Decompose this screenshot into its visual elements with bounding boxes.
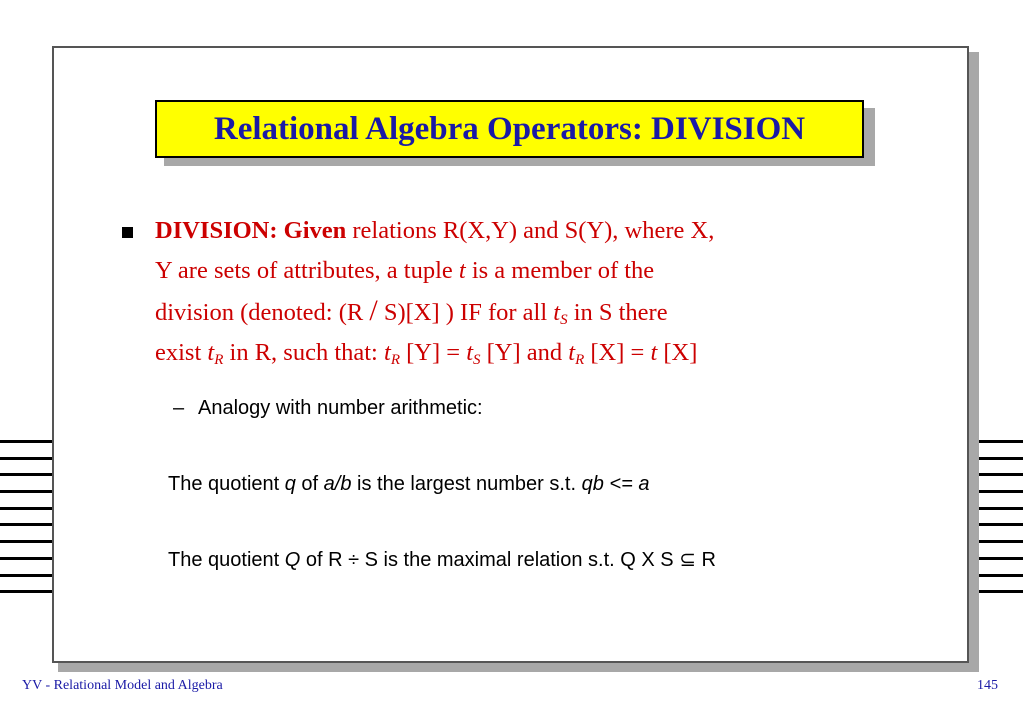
- definition-text: [Y] =: [399, 339, 467, 366]
- tuple-symbol: t: [568, 339, 576, 366]
- definition-text: relations R(X,Y) and S(Y), where X,: [346, 217, 715, 244]
- definition-line-1: [155, 211, 915, 251]
- quotient-fraction: a/b: [323, 473, 352, 495]
- page-title: Relational Algebra Operators: DIVISION: [213, 110, 806, 147]
- sub-bullet-dash: –: [173, 397, 185, 419]
- tuple-subscript: R: [575, 352, 585, 368]
- tuple-symbol: t: [207, 339, 215, 366]
- tuple-subscript: S: [473, 352, 481, 368]
- definition-line-2: [155, 251, 915, 291]
- definition-text: [X]: [657, 339, 698, 366]
- quotient-text: of R ÷ S is the maximal relation s.t. Q X S ⊆ R: [300, 549, 716, 571]
- square-bullet-icon: [122, 227, 133, 238]
- definition-line-4: [155, 333, 915, 373]
- definition-text: [Y] and: [480, 339, 569, 366]
- definition-text: division (denoted: (R: [155, 299, 370, 326]
- quotient-text: The quotient: [168, 473, 285, 495]
- tuple-subscript: S: [560, 312, 568, 328]
- quotient-text: of: [295, 473, 324, 495]
- left-stripes-decoration: [0, 440, 52, 607]
- page-number: 145: [977, 678, 998, 693]
- definition-text: Y are sets of attributes, a tuple: [155, 257, 459, 284]
- definition-text: is a member of the: [465, 257, 655, 284]
- right-stripes-decoration: [975, 440, 1023, 607]
- quotient-symbol: q: [284, 473, 296, 495]
- tuple-symbol: t: [458, 257, 466, 284]
- tuple-subscript: R: [390, 352, 400, 368]
- tuple-symbol: t: [553, 299, 561, 326]
- quotient-text: is the largest number s.t.: [351, 473, 582, 495]
- definition-text: [X] =: [584, 339, 651, 366]
- quotient-expression: qb <= a: [581, 473, 650, 495]
- division-definition: [155, 211, 915, 373]
- footer-course-title: YV - Relational Model and Algebra: [22, 678, 223, 693]
- quotient-relation-line: [168, 547, 716, 572]
- quotient-text: The quotient: [168, 549, 285, 571]
- tuple-symbol: t: [384, 339, 391, 366]
- tuple-symbol: t: [466, 339, 473, 366]
- quotient-number-line: [168, 473, 649, 496]
- definition-text: exist: [155, 339, 208, 366]
- tuple-subscript: R: [214, 352, 224, 368]
- division-slash: /: [369, 294, 378, 327]
- quotient-symbol: Q: [284, 549, 301, 571]
- tuple-symbol: t: [650, 339, 658, 366]
- definition-lead: DIVISION: Given: [155, 217, 347, 244]
- title-box: [155, 100, 864, 158]
- definition-text: in S there: [567, 299, 668, 326]
- sub-bullet-text: Analogy with number arithmetic:: [198, 397, 483, 419]
- definition-text: in R, such that:: [223, 339, 384, 366]
- definition-text: S)[X] ) IF for all: [377, 299, 554, 326]
- definition-line-3: [155, 291, 915, 333]
